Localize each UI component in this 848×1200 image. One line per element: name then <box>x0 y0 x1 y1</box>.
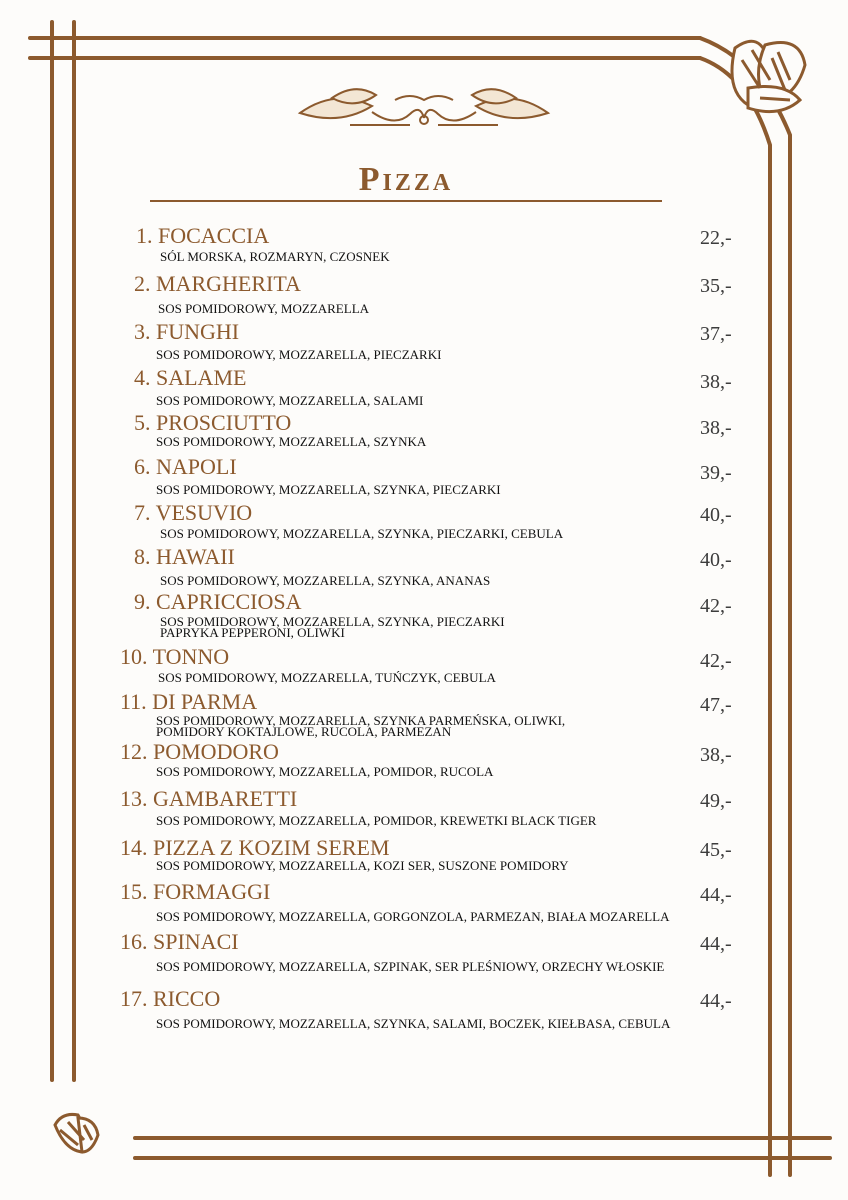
item-name: 11. DI PARMA <box>120 689 258 714</box>
item-name: 13. GAMBARETTI <box>120 786 298 811</box>
leaf-ornament-icon <box>55 1114 98 1152</box>
item-description: SOS POMIDOROWY, MOZZARELLA, SALAMI <box>156 393 424 408</box>
item-price: 38,- <box>700 744 732 766</box>
item-price: 49,- <box>700 790 732 812</box>
item-description: SOS POMIDOROWY, MOZZARELLA, SZYNKA, SALAMI, BOCZEK, KIEŁBASA, CEBULA <box>156 1016 671 1031</box>
item-name: 4. SALAME <box>134 365 247 390</box>
item-price: 44,- <box>700 933 732 955</box>
item-name: 6. NAPOLI <box>134 454 237 479</box>
item-description: POMIDORY KOKTAJLOWE, RUCOLA, PARMEZAN <box>156 724 452 739</box>
item-description: SOS POMIDOROWY, MOZZARELLA, SZYNKA PARMEŃSKA, OLIWKI, <box>156 713 566 728</box>
item-price: 39,- <box>700 462 732 484</box>
page-title: Pizza <box>358 161 454 198</box>
item-description: SOS POMIDOROWY, MOZZARELLA, KOZI SER, SUSZONE POMIDORY <box>156 858 569 873</box>
item-price: 42,- <box>700 650 732 672</box>
item-name: 15. FORMAGGI <box>120 879 271 904</box>
item-name: 17. RICCO <box>120 986 221 1011</box>
item-description: SOS POMIDOROWY, MOZZARELLA, SZYNKA, PIECZARKI <box>156 482 501 497</box>
item-description: SOS POMIDOROWY, MOZZARELLA <box>158 301 370 316</box>
item-price: 35,- <box>700 275 732 297</box>
item-description: SOS POMIDOROWY, MOZZARELLA, TUŃCZYK, CEBULA <box>158 670 496 685</box>
item-name: 5. PROSCIUTTO <box>134 410 292 435</box>
item-name: 2. MARGHERITA <box>134 271 301 296</box>
item-name: 14. PIZZA Z KOZIM SEREM <box>120 835 390 860</box>
item-description: SÓL MORSKA, ROZMARYN, CZOSNEK <box>160 249 390 264</box>
item-name: 16. SPINACI <box>120 929 239 954</box>
item-name: 1. FOCACCIA <box>136 223 270 248</box>
item-price: 40,- <box>700 549 732 571</box>
item-description: SOS POMIDOROWY, MOZZARELLA, POMIDOR, KREWETKI BLACK TIGER <box>156 813 597 828</box>
item-name: 3. FUNGHI <box>134 319 240 344</box>
item-name: 7. VESUVIO <box>134 500 253 525</box>
item-price: 38,- <box>700 417 732 439</box>
item-price: 37,- <box>700 323 732 345</box>
item-name: 8. HAWAII <box>134 544 235 569</box>
item-price: 44,- <box>700 884 732 906</box>
item-price: 45,- <box>700 839 732 861</box>
item-price: 42,- <box>700 595 732 617</box>
item-price: 47,- <box>700 694 732 716</box>
item-price: 22,- <box>700 227 732 249</box>
item-description: SOS POMIDOROWY, MOZZARELLA, SZYNKA <box>156 434 427 449</box>
item-name: 12. POMODORO <box>120 739 279 764</box>
leaf-ornament-icon <box>732 41 805 111</box>
item-description: SOS POMIDOROWY, MOZZARELLA, SZPINAK, SER PLEŚNIOWY, ORZECHY WŁOSKIE <box>156 959 665 974</box>
title-underline <box>150 200 662 202</box>
item-description: SOS POMIDOROWY, MOZZARELLA, POMIDOR, RUCOLA <box>156 764 494 779</box>
item-description: SOS POMIDOROWY, MOZZARELLA, GORGONZOLA, PARMEZAN, BIAŁA MOZARELLA <box>156 909 670 924</box>
item-description: SOS POMIDOROWY, MOZZARELLA, PIECZARKI <box>156 347 442 362</box>
item-price: 44,- <box>700 990 732 1012</box>
item-name: 9. CAPRICCIOSA <box>134 589 302 614</box>
item-name: 10. TONNO <box>120 644 230 669</box>
item-description: SOS POMIDOROWY, MOZZARELLA, SZYNKA, PIECZARKI <box>160 614 505 629</box>
item-price: 40,- <box>700 504 732 526</box>
item-description: PAPRYKA PEPPERONI, OLIWKI <box>160 625 345 640</box>
item-description: SOS POMIDOROWY, MOZZARELLA, SZYNKA, PIECZARKI, CEBULA <box>160 526 564 541</box>
item-price: 38,- <box>700 371 732 393</box>
ornament-icon <box>300 89 548 125</box>
item-description: SOS POMIDOROWY, MOZZARELLA, SZYNKA, ANANAS <box>160 573 491 588</box>
